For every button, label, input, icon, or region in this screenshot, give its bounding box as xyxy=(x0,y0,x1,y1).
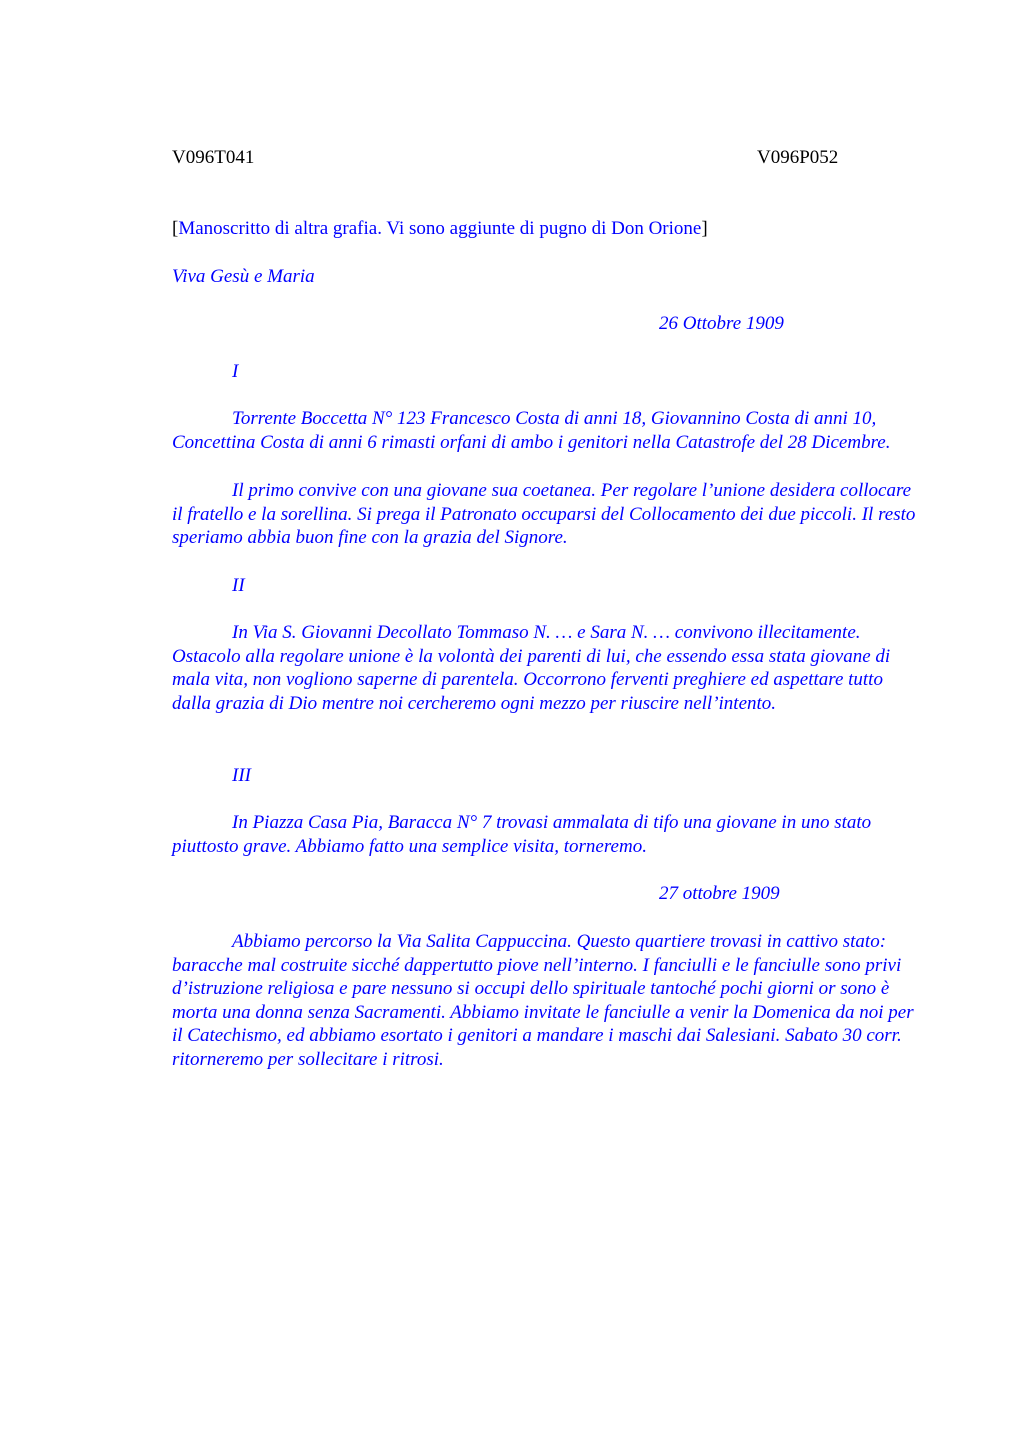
section-numeral-1: I xyxy=(232,361,239,382)
section-numeral-2: II xyxy=(232,575,245,596)
note-open-bracket: [ xyxy=(172,218,179,239)
note-text: Manoscritto di altra grafia. Vi sono aggiunte di pugno di Don Orione xyxy=(178,218,702,239)
section-4-paragraph: Abbiamo percorso la Via Salita Cappuccina. Questo quartiere trovasi in cattivo stato: baracche mal costruite sicché dappertutto piove nell’interno. I fanciulli e le fanciulle sono privi d’istruzione religiosa e pare nessuno si occupi dello spirituale tantoché pochi giorni or sono è morta una donna senza Sacramenti. Abbiamo invitate le fanciulle a venir la Domenica da noi per il Catechismo, ed abbiamo esortato i genitori a mandare i maschi dai Salesiani. Sabato 30 corr. ritorneremo per sollecitare i ritrosi. xyxy=(172,931,914,1070)
date-26-october: 26 Ottobre 1909 xyxy=(659,313,784,334)
section-1-paragraph-1: Torrente Boccetta N° 123 Francesco Costa di anni 18, Giovannino Costa di anni 10, Concettina Costa di anni 6 rimasti orfani di ambo i genitori nella Catastrofe del 28 Dicembre. xyxy=(172,408,891,453)
section-1-paragraph-2: Il primo convive con una giovane sua coetanea. Per regolare l’unione desidera collocare il fratello e la sorellina. Si prega il Patronato occuparsi del Collocamento dei due piccoli. Il resto speriamo abbia buon fine con la grazia del Signore. xyxy=(172,480,916,549)
note-close-bracket: ] xyxy=(701,218,708,239)
section-2-paragraph: In Via S. Giovanni Decollato Tommaso N. … e Sara N. … convivono illecitamente. Ostacolo alla regolare unione è la volontà dei parenti di lui, che essendo essa stata giovane di mala vita, non vogliono saperne di parentela. Occorrono ferventi preghiere ed aspettare tutto dalla grazia di Dio mentre noi cercheremo ogni mezzo per riuscire nell’intento. xyxy=(172,622,891,714)
section-numeral-3: III xyxy=(232,765,251,786)
date-27-october: 27 ottobre 1909 xyxy=(659,883,780,904)
section-3-paragraph: In Piazza Casa Pia, Baracca N° 7 trovasi ammalata di tifo una giovane in uno stato piuttosto grave. Abbiamo fatto una semplice visita, torneremo. xyxy=(172,812,872,857)
document-code-right: V096P052 xyxy=(757,147,839,168)
editorial-note xyxy=(172,217,708,241)
invocation: Viva Gesù e Maria xyxy=(172,266,315,287)
document-code-left: V096T041 xyxy=(172,147,255,168)
